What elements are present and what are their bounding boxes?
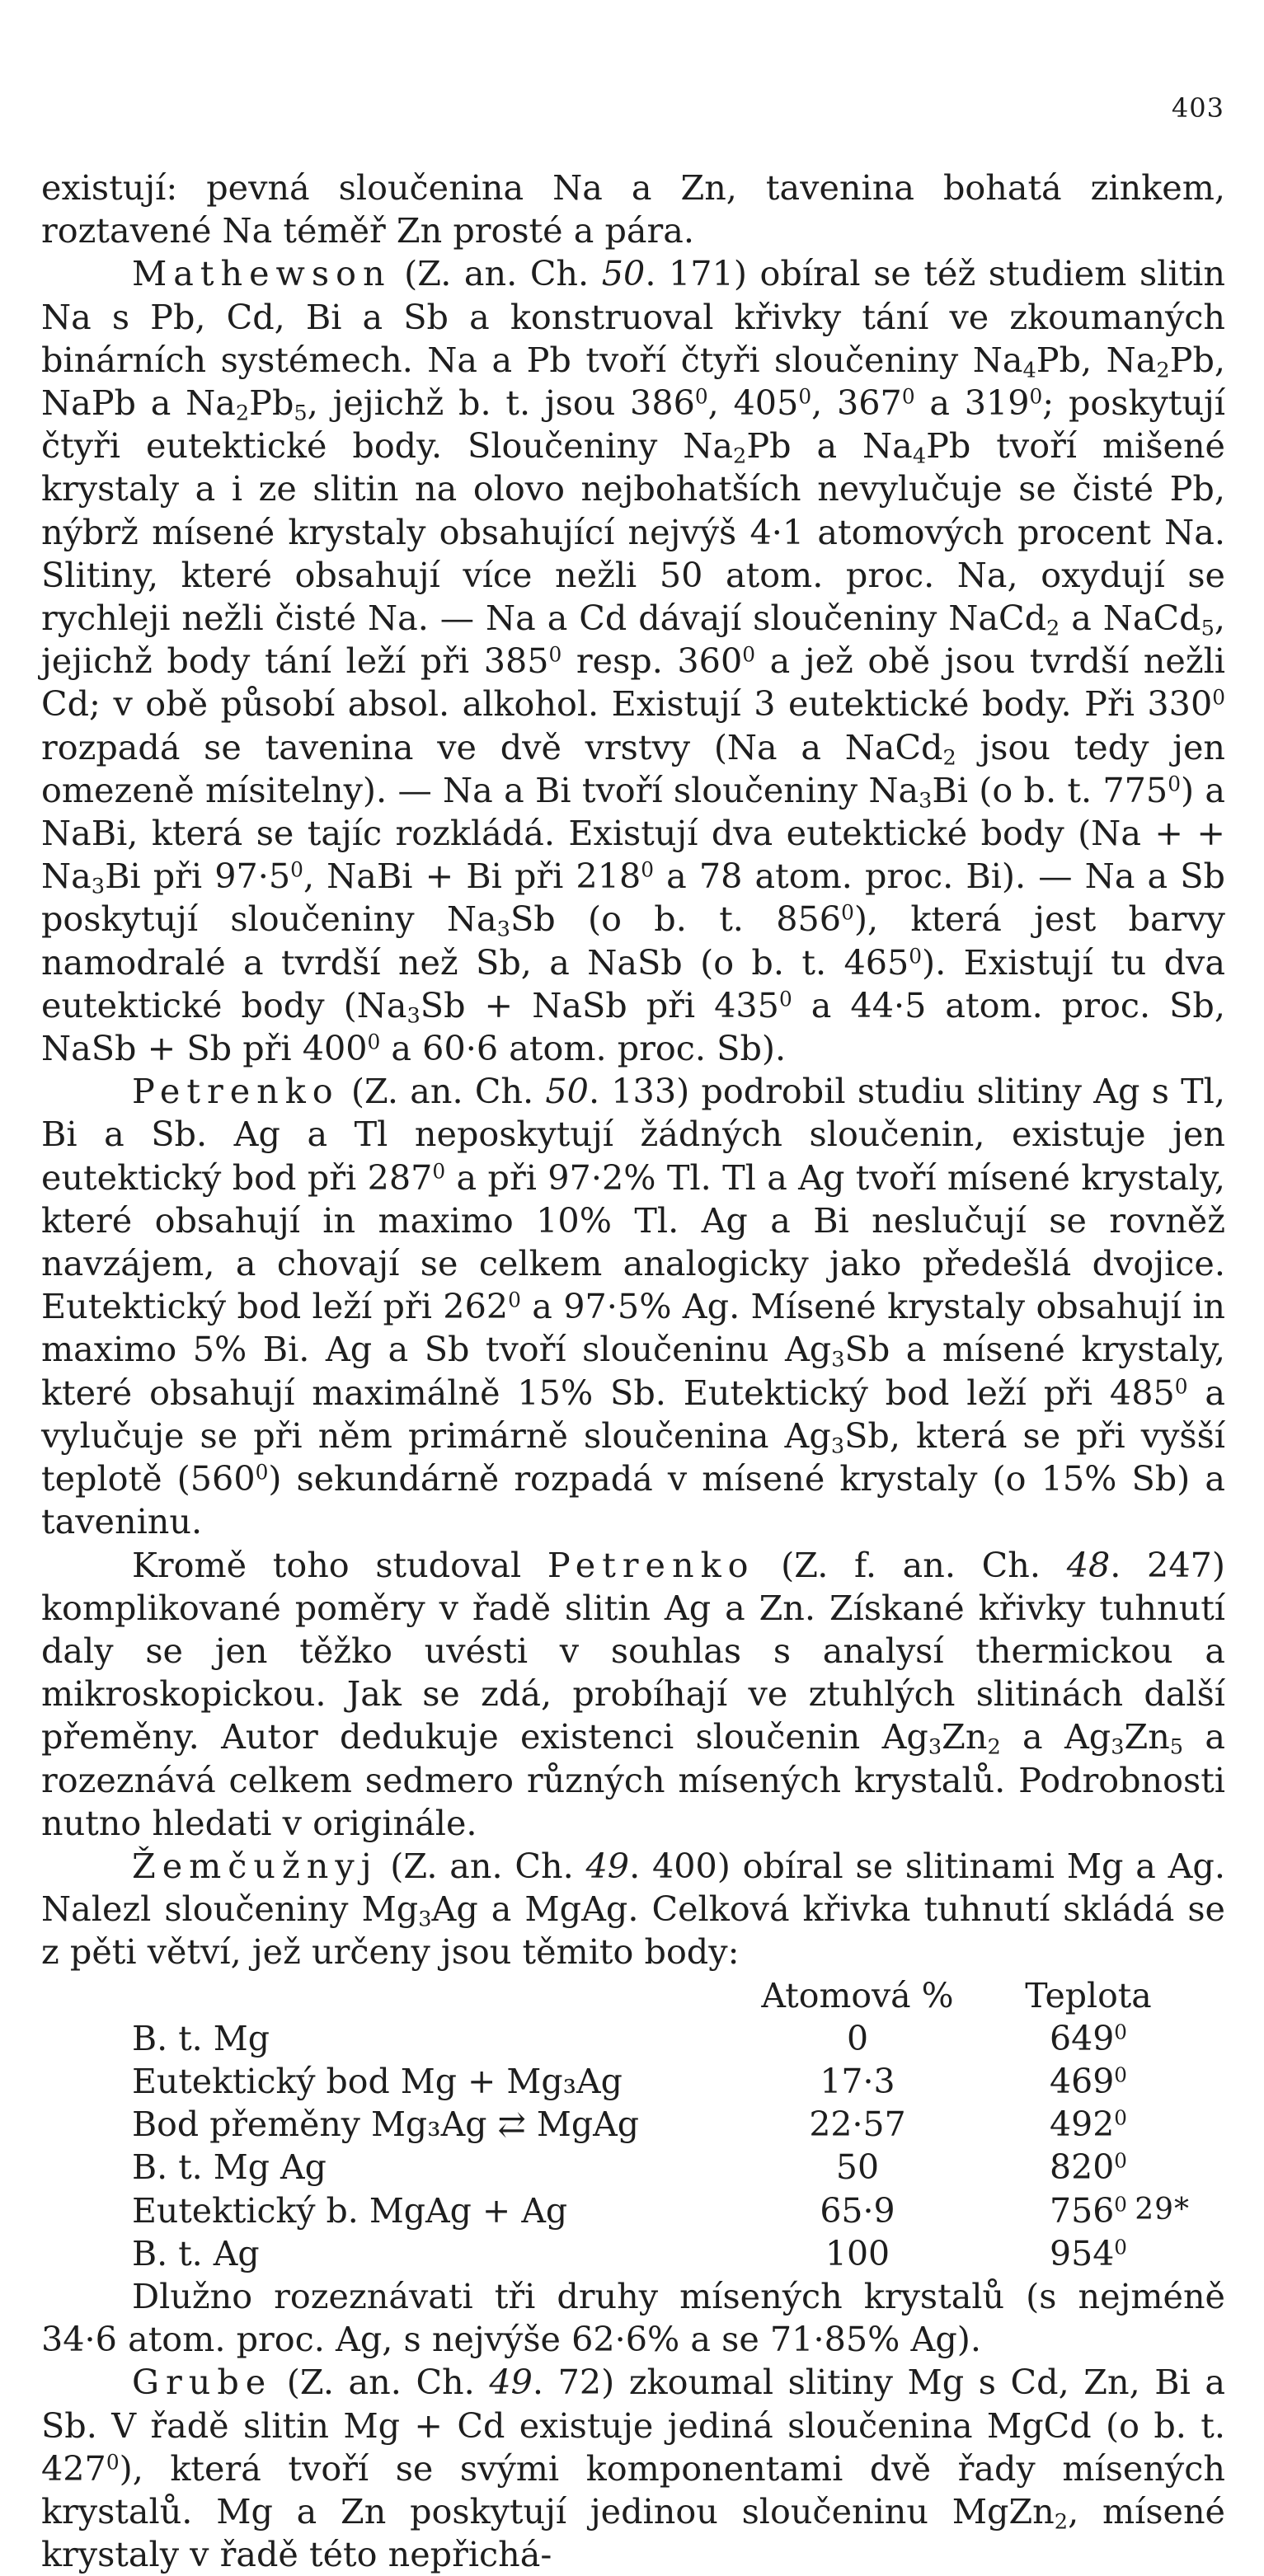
text-run: , NaBi + Bi při 218 bbox=[303, 856, 641, 897]
text-run: . 133) podrobil studiu slitiny Ag s Tl, Bi a Sb. Ag a Tl neposkytují žádných sloučenin, existuje jen eutektický bod při 287 bbox=[41, 1072, 1225, 1198]
degree-mark: 0 bbox=[1114, 2192, 1127, 2217]
text-run: 0 bbox=[901, 384, 915, 409]
table-header-row bbox=[132, 1974, 1204, 2017]
text-run: 50 bbox=[601, 254, 646, 294]
text-run: Zn bbox=[942, 1717, 988, 1757]
page-number: 403 bbox=[1171, 92, 1224, 124]
row-temperature bbox=[973, 2060, 1204, 2103]
text-run: 0 bbox=[694, 384, 708, 409]
main-text bbox=[41, 167, 1225, 2576]
text-run: ) sekundárně rozpadá v mísené krystaly (o 15% Sb) a taveninu. bbox=[41, 1459, 1225, 1542]
table-header-label bbox=[132, 1974, 742, 2017]
text-run: 50 bbox=[545, 1072, 589, 1112]
text-run: jsou tedy jen omezeně mísitelny). — Na a Bi tvoří sloučeniny Na bbox=[41, 727, 1225, 810]
temperature-value: 756 bbox=[1050, 2190, 1115, 2231]
text-run: a NaCd bbox=[1060, 598, 1201, 639]
text-run: Sb + NaSb při 435 bbox=[420, 985, 779, 1025]
degree-mark: 0 bbox=[1114, 2105, 1127, 2130]
text-run: Ag a MgAg. Celková křivka tuhnutí skládá se z pěti větví, jež určeny jsou těmito body: bbox=[41, 1889, 1225, 1973]
row-atomic-percent: 50 bbox=[835, 2147, 880, 2188]
row-temperature bbox=[973, 2103, 1204, 2146]
text-run: 0 bbox=[841, 900, 854, 925]
text-run: 2 bbox=[1054, 2509, 1069, 2535]
row-atomic-percent: 65·9 bbox=[820, 2190, 895, 2231]
text-run: Bi při 97·5 bbox=[105, 856, 291, 897]
temperature-value: 954 bbox=[1050, 2233, 1115, 2273]
text-run: . 72) zkoumal slitiny Mg s Cd, Zn, Bi a Sb. V řadě slitin Mg + Cd existuje jediná sloučenina MgCd (o b. t. 427 bbox=[41, 2363, 1226, 2489]
text-run: 2 bbox=[1156, 358, 1170, 383]
temperature-value: 492 bbox=[1050, 2104, 1115, 2145]
text-run: 0 bbox=[1174, 1374, 1188, 1399]
text-run: 0 bbox=[367, 1030, 381, 1054]
row-label: B. t. Mg Ag bbox=[132, 2147, 327, 2188]
table-row bbox=[132, 2017, 1204, 2060]
text-run: Pb, Na bbox=[1036, 340, 1157, 380]
text-run: 0 bbox=[106, 2450, 120, 2475]
text-run: 4 bbox=[912, 443, 927, 469]
text-run: 3 bbox=[919, 788, 933, 814]
text-run: (Z. an. Ch. bbox=[272, 2363, 490, 2403]
text-run: 2 bbox=[942, 745, 956, 771]
row-label: Bod přeměny Mg₃Ag ⇄ MgAg bbox=[132, 2104, 639, 2145]
paragraphs-before-table bbox=[41, 167, 1225, 1974]
text-run: 49 bbox=[489, 2363, 533, 2403]
text-run: Pb tvoří mišené krystaly a i ze slitin na olovo nejbohatších nevylučuje se čisté Pb, nýbrž mísené krystaly obsahující nejvýš 4·1 atomových procent Na. Slitiny, které obsahují více nežli 50 atom. proc. Na, oxydují se rychleji nežli čisté Na. — Na a Cd dávají sloučeniny NaCd bbox=[41, 426, 1225, 639]
temperature-value: 469 bbox=[1050, 2061, 1115, 2101]
text-run: a 60·6 atom. proc. Sb). bbox=[380, 1029, 787, 1069]
text-run: 49 bbox=[585, 1846, 630, 1886]
text-run: ). Existují tu dva eutektické body (Na bbox=[41, 942, 1225, 1025]
text-run: . 247) komplikované poměry v řadě slitin Ag a Zn. Získané křivky tuhnutí daly se jen těžko uvésti v souhlas s analysí thermickou a mikroskopickou. Jak se zdá, probíhají ve ztuhlých slitinách další přeměny. Autor dedukuje existenci sloučenin Ag bbox=[41, 1545, 1225, 1757]
text-run: a 97·5% Ag. Mísené krystaly obsahují in maximo 5% Bi. Ag a Sb tvoří sloučeninu Ag bbox=[41, 1287, 1225, 1370]
text-run: 0 bbox=[1029, 384, 1043, 409]
row-atomic-percent: 22·57 bbox=[809, 2104, 906, 2145]
text-run: Grube bbox=[132, 2363, 273, 2403]
row-temperature bbox=[973, 2017, 1204, 2060]
text-run: , jejichž b. t. jsou 386 bbox=[307, 383, 695, 424]
text-run: , mísené krystaly v řadě této nepřichá- bbox=[41, 2491, 1225, 2575]
text-run: 0 bbox=[798, 384, 812, 409]
text-run: a 44·5 atom. proc. Sb, NaSb + Sb při 400 bbox=[41, 985, 1225, 1069]
paragraph-p2 bbox=[41, 252, 1225, 1070]
text-run: Petrenko bbox=[547, 1545, 755, 1585]
text-run: (Z. an. Ch. bbox=[378, 1846, 586, 1886]
text-run: (Z. f. an. Ch. bbox=[754, 1545, 1067, 1585]
text-run: a rozeznává celkem sedmero různých mísených krystalů. Podrobnosti nutno hledati v originále. bbox=[41, 1717, 1226, 1843]
degree-mark: 0 bbox=[1114, 2062, 1127, 2087]
text-run: Kromě toho studoval bbox=[132, 1545, 547, 1585]
mg-ag-table bbox=[132, 1974, 1204, 2275]
text-run: a Ag bbox=[1000, 1717, 1111, 1757]
row-temperature bbox=[973, 2232, 1204, 2275]
text-run: ; poskytují čtyři eutektické body. Sloučeniny Na bbox=[41, 383, 1226, 467]
table-row bbox=[132, 2103, 1204, 2146]
row-label: B. t. Mg bbox=[132, 2018, 270, 2058]
text-run: ) a NaBi, která se tajíc rozkládá. Existují dva eutektické body (Na + + Na bbox=[41, 770, 1225, 897]
text-run: 3 bbox=[928, 1734, 942, 1760]
text-run: Pb, NaPb a Na bbox=[41, 340, 1226, 424]
paragraph-p1 bbox=[41, 167, 1225, 252]
paragraph-p6 bbox=[41, 2275, 1225, 2361]
text-run: 2 bbox=[235, 401, 250, 426]
text-run: . 400) obíral se slitinami Mg a Ag. Nalezl sloučeniny Mg bbox=[41, 1846, 1225, 1930]
text-run: 0 bbox=[432, 1159, 446, 1184]
text-run: 3 bbox=[406, 1003, 421, 1029]
paragraph-p7 bbox=[41, 2361, 1225, 2576]
table-header-temp: Teplota bbox=[1025, 1975, 1152, 2015]
text-run: (Z. an. Ch. bbox=[339, 1072, 546, 1112]
row-label: Eutektický bod Mg + Mg₃Ag bbox=[132, 2061, 623, 2101]
signature-mark: 29* bbox=[1135, 2193, 1190, 2226]
text-run: 3 bbox=[496, 917, 510, 942]
text-run: Petrenko bbox=[132, 1072, 340, 1112]
table-header-atom: Atomová % bbox=[761, 1975, 954, 2015]
temperature-value: 820 bbox=[1050, 2147, 1115, 2188]
text-run: a vylučuje se při něm primárně sloučenina Ag bbox=[41, 1372, 1225, 1456]
degree-mark: 0 bbox=[1114, 2020, 1127, 2044]
text-run: 0 bbox=[778, 987, 792, 1011]
row-atomic-percent: 100 bbox=[825, 2233, 890, 2273]
text-run: 0 bbox=[742, 642, 755, 667]
text-run: a při 97·2% Tl. Tl a Ag tvoří mísené krystaly, které obsahují in maximo 10% Tl. Ag a Bi neslučují se rovněž navzájem, a chovají se celkem analogicky jako předešlá dvojice. Eutektický bod leží při 262 bbox=[41, 1157, 1225, 1327]
text-run: a 319 bbox=[914, 383, 1030, 424]
text-run: . 171) obíral se též studiem slitin Na s Pb, Cd, Bi a Sb a konstruoval křivky tání ve zkoumaných binárních systémech. Na a Pb tvoří čtyři sloučeniny Na bbox=[41, 254, 1225, 380]
text-run: , jejichž body tání leží při 385 bbox=[41, 598, 1226, 682]
text-run: , 405 bbox=[707, 383, 799, 424]
text-run: a 78 atom. proc. Bi). — Na a Sb poskytují sloučeniny Na bbox=[41, 856, 1225, 940]
text-run: 5 bbox=[1169, 1734, 1184, 1760]
text-run: Mathewson bbox=[132, 254, 392, 294]
text-run: a jež obě jsou tvrdší nežli Cd; v obě působí absol. alkohol. Existují 3 eutektické body. Při 330 bbox=[41, 641, 1226, 725]
table-body bbox=[132, 2017, 1204, 2275]
paragraph-p5 bbox=[41, 1845, 1225, 1974]
text-run: Žemčužnyj bbox=[132, 1846, 378, 1886]
paragraph-p3 bbox=[41, 1070, 1225, 1543]
text-run: ), která tvoří se svými komponentami dvě řady mísených krystalů. Mg a Zn poskytují jedinou sloučeninu MgZn bbox=[41, 2448, 1225, 2531]
text-run: 3 bbox=[831, 1347, 845, 1372]
degree-mark: 0 bbox=[1114, 2235, 1127, 2259]
text-run: Zn bbox=[1124, 1717, 1170, 1757]
text-run: 0 bbox=[909, 944, 923, 969]
text-run: 2 bbox=[987, 1734, 1001, 1760]
text-run: (Z. an. Ch. bbox=[391, 254, 602, 294]
table-row bbox=[132, 2060, 1204, 2103]
text-run: 0 bbox=[641, 857, 655, 882]
text-run: 0 bbox=[508, 1288, 521, 1312]
text-run: 5 bbox=[1201, 616, 1215, 641]
row-atomic-percent: 0 bbox=[846, 2018, 869, 2058]
text-run: Bi (o b. t. 775 bbox=[932, 770, 1168, 810]
text-run: 0 bbox=[1168, 772, 1181, 796]
text-run: resp. 360 bbox=[562, 641, 743, 682]
text-run: 0 bbox=[290, 857, 303, 882]
text-run: 5 bbox=[294, 401, 308, 426]
text-run: 0 bbox=[548, 642, 562, 667]
text-run: 0 bbox=[255, 1460, 269, 1485]
table-row bbox=[132, 2189, 1204, 2232]
text-run: 4 bbox=[1022, 358, 1036, 383]
text-run: existují: pevná sloučenina Na a Zn, tavenina bohatá zinkem, roztavené Na téměř Zn prosté a pára. bbox=[41, 168, 1225, 251]
text-run: 3 bbox=[418, 1907, 432, 1932]
text-run: , 367 bbox=[811, 383, 902, 424]
row-temperature bbox=[973, 2146, 1204, 2189]
temperature-value: 649 bbox=[1050, 2018, 1115, 2058]
text-run: 2 bbox=[733, 443, 747, 469]
table-row bbox=[132, 2146, 1204, 2189]
text-run: 48 bbox=[1066, 1545, 1111, 1585]
text-run: 2 bbox=[1046, 616, 1060, 641]
text-run: ), která jest barvy namodralé a tvrdší než Sb, a NaSb (o b. t. 465 bbox=[41, 899, 1225, 983]
text-run: rozpadá se tavenina ve dvě vrstvy (Na a NaCd bbox=[41, 727, 943, 767]
text-run: Sb a mísené krystaly, které obsahují maximálně 15% Sb. Eutektický bod leží při 485 bbox=[41, 1330, 1226, 1413]
paragraph-p4 bbox=[41, 1544, 1225, 1845]
paragraphs-after-table bbox=[41, 2275, 1225, 2576]
text-run: Pb a Na bbox=[746, 426, 913, 467]
row-atomic-percent: 17·3 bbox=[820, 2061, 895, 2101]
text-run: Pb bbox=[249, 383, 294, 424]
degree-mark: 0 bbox=[1114, 2148, 1127, 2173]
text-run: 3 bbox=[1111, 1734, 1125, 1760]
row-label: Eutektický b. MgAg + Ag bbox=[132, 2190, 568, 2231]
table-row bbox=[132, 2232, 1204, 2275]
text-run: Sb, která se při vyšší teplotě (560 bbox=[41, 1415, 1225, 1499]
text-run: 3 bbox=[91, 874, 106, 899]
row-label: B. t. Ag bbox=[132, 2233, 260, 2273]
text-run: Dlužno rozeznávati tři druhy mísených krystalů (s nejméně 34·6 atom. proc. Ag, s nejvýše 62·6% a se 71·85% Ag). bbox=[41, 2276, 1225, 2360]
text-run: 0 bbox=[1212, 685, 1225, 710]
text-run: 3 bbox=[830, 1433, 845, 1459]
text-run: Sb (o b. t. 856 bbox=[510, 899, 842, 940]
